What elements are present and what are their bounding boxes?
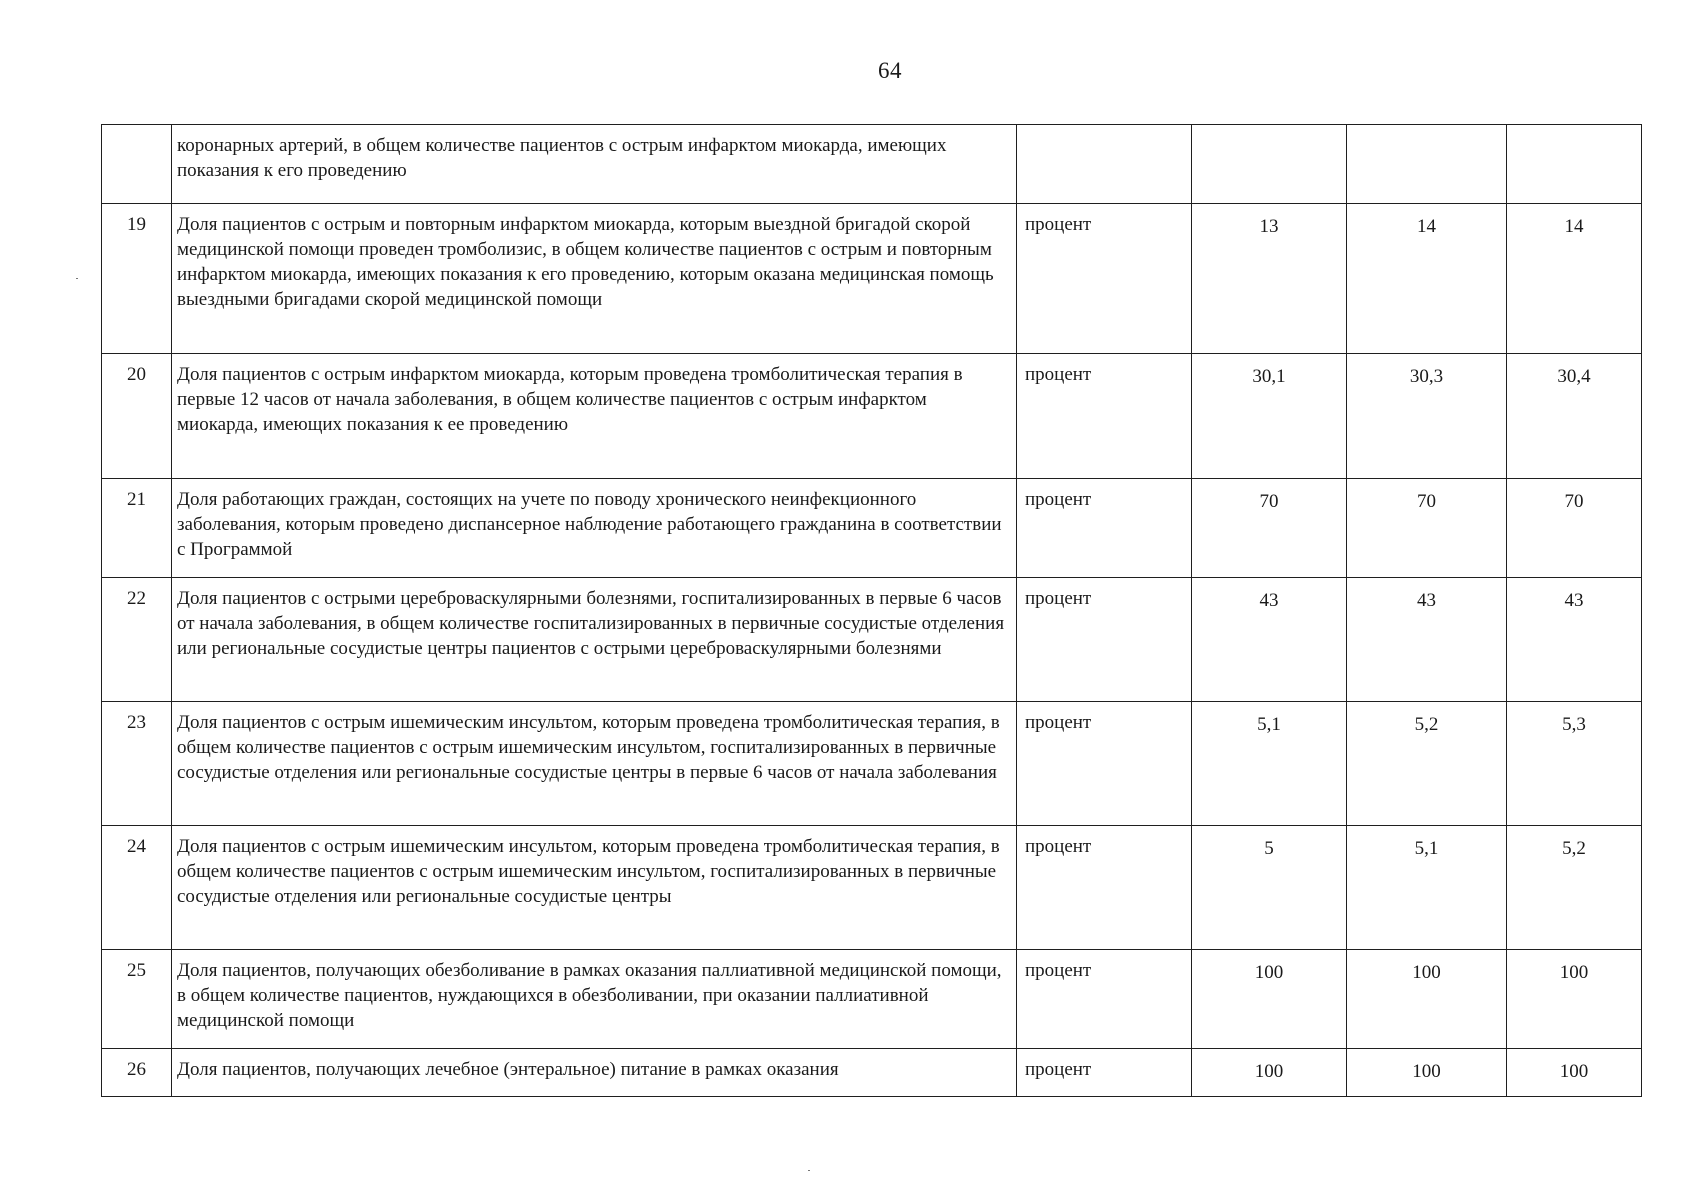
value-year-2: 5,2 [1347, 702, 1507, 826]
value-year-2: 100 [1347, 1049, 1507, 1097]
value-year-3: 14 [1507, 204, 1642, 354]
table-row [102, 1049, 1642, 1097]
indicator-description: Доля пациентов с острыми цереброваскулярными болезнями, госпитализированных в первые 6 часов от начала заболевания, в общем количестве госпитализированных в первичные сосудистые отделения или региональные сосудистые центры пациентов с острыми цереброваскулярными болезнями [172, 578, 1017, 702]
unit-cell: процент [1017, 826, 1192, 950]
unit-cell: процент [1017, 950, 1192, 1049]
value-year-2: 30,3 [1347, 354, 1507, 479]
unit-cell: процент [1017, 479, 1192, 578]
indicator-description: Доля пациентов с острым и повторным инфарктом миокарда, которым выездной бригадой скорой медицинской помощи проведен тромболизис, в общем количестве пациентов с острым и повторным инфарктом миокарда, имеющих показания к его проведению, которым оказана медицинская помощь выездными бригадами скорой медицинской помощи [172, 204, 1017, 354]
page-number: 64 [878, 58, 902, 83]
table-row [102, 578, 1642, 702]
row-number: 23 [102, 702, 172, 826]
table-row [102, 479, 1642, 578]
value-year-2: 100 [1347, 950, 1507, 1049]
value-year-3: 100 [1507, 1049, 1642, 1097]
unit-cell: процент [1017, 354, 1192, 479]
value-cell [1347, 125, 1507, 204]
row-number: 24 [102, 826, 172, 950]
indicator-description: Доля пациентов с острым ишемическим инсультом, которым проведена тромболитическая терапия, в общем количестве пациентов с острым ишемическим инсультом, госпитализированных в первичные сосудистые отделения или региональные сосудистые центры в первые 6 часов от начала заболевания [172, 702, 1017, 826]
value-year-1: 30,1 [1192, 354, 1347, 479]
indicator-description: Доля пациентов с острым инфарктом миокарда, которым проведена тромболитическая терапия в первые 12 часов от начала заболевания, в общем количестве пациентов с острым инфарктом миокарда, имеющих показания к ее проведению [172, 354, 1017, 479]
row-number: 25 [102, 950, 172, 1049]
unit-cell: процент [1017, 1049, 1192, 1097]
value-year-3: 5,2 [1507, 826, 1642, 950]
indicator-description: Доля пациентов, получающих обезболивание в рамках оказания паллиативной медицинской помощи, в общем количестве пациентов, нуждающихся в обезболивании, при оказании паллиативной медицинской помощи [172, 950, 1017, 1049]
row-number: 21 [102, 479, 172, 578]
table-row-continuation [102, 125, 1642, 204]
indicators-table [101, 124, 1642, 1097]
indicator-description: Доля пациентов с острым ишемическим инсультом, которым проведена тромболитическая терапия, в общем количестве пациентов с острым ишемическим инсультом, госпитализированных в первичные сосудистые отделения или региональные сосудистые центры [172, 826, 1017, 950]
value-year-1: 100 [1192, 1049, 1347, 1097]
indicator-description: Доля работающих граждан, состоящих на учете по поводу хронического неинфекционного заболевания, которым проведено диспансерное наблюдение работающего гражданина в соответствии с Программой [172, 479, 1017, 578]
row-number-cell [102, 125, 172, 204]
indicator-description: коронарных артерий, в общем количестве пациентов с острым инфарктом миокарда, имеющих показания к его проведению [172, 125, 1017, 204]
indicator-description: Доля пациентов, получающих лечебное (энтеральное) питание в рамках оказания [172, 1049, 1017, 1097]
row-number: 20 [102, 354, 172, 479]
row-number: 19 [102, 204, 172, 354]
value-year-1: 43 [1192, 578, 1347, 702]
scan-speck [808, 1170, 810, 1171]
value-cell [1507, 125, 1642, 204]
unit-cell: процент [1017, 702, 1192, 826]
table-row [102, 950, 1642, 1049]
value-year-1: 70 [1192, 479, 1347, 578]
unit-cell [1017, 125, 1192, 204]
table-row [102, 204, 1642, 354]
row-number: 26 [102, 1049, 172, 1097]
value-year-2: 70 [1347, 479, 1507, 578]
value-year-3: 100 [1507, 950, 1642, 1049]
value-year-1: 13 [1192, 204, 1347, 354]
value-year-1: 100 [1192, 950, 1347, 1049]
table-row [102, 826, 1642, 950]
value-year-2: 14 [1347, 204, 1507, 354]
scan-speck [76, 278, 78, 279]
value-year-2: 43 [1347, 578, 1507, 702]
value-year-3: 5,3 [1507, 702, 1642, 826]
row-number: 22 [102, 578, 172, 702]
value-year-2: 5,1 [1347, 826, 1507, 950]
table-row [102, 354, 1642, 479]
value-year-3: 30,4 [1507, 354, 1642, 479]
unit-cell: процент [1017, 204, 1192, 354]
unit-cell: процент [1017, 578, 1192, 702]
value-year-1: 5,1 [1192, 702, 1347, 826]
value-year-3: 70 [1507, 479, 1642, 578]
value-year-1: 5 [1192, 826, 1347, 950]
value-year-3: 43 [1507, 578, 1642, 702]
value-cell [1192, 125, 1347, 204]
table-row [102, 702, 1642, 826]
